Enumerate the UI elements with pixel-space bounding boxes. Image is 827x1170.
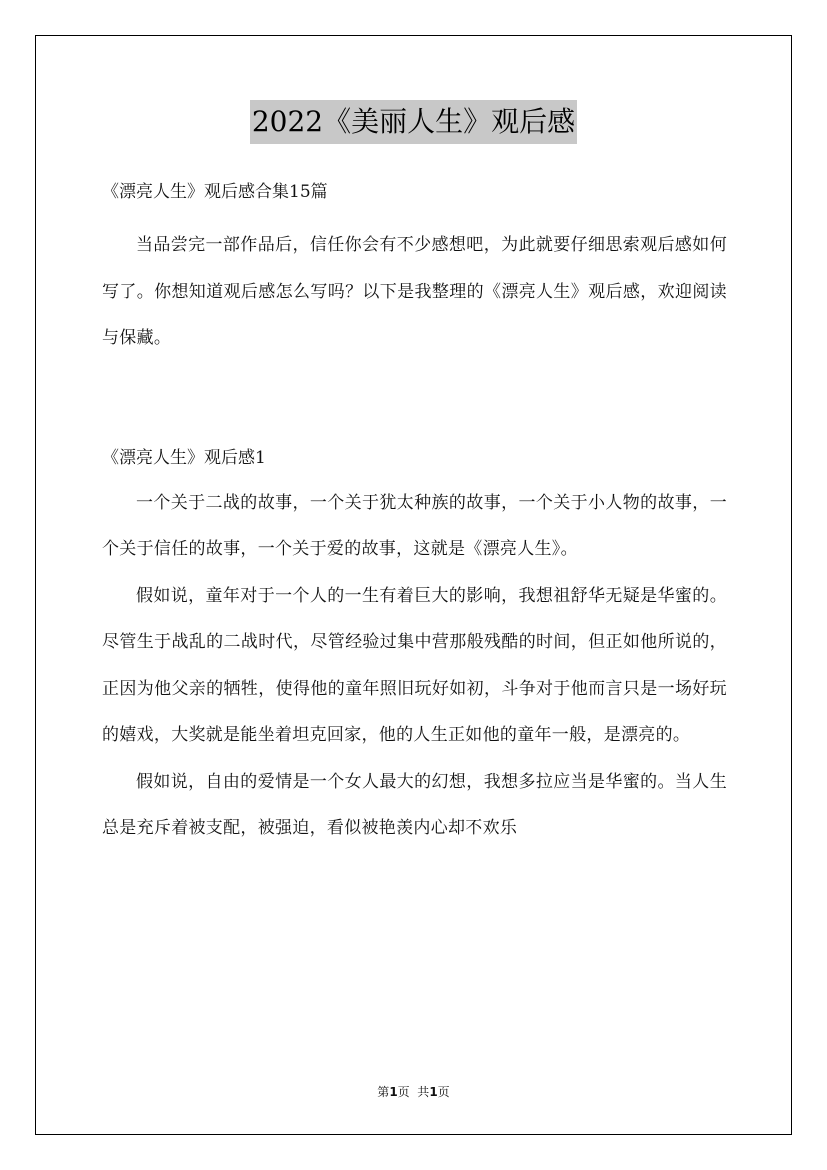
body-paragraph: 假如说，自由的爱情是一个女人最大的幻想，我想多拉应当是华蜜的。当人生总是充斥着被支配，被强迫，看似被艳羡内心却不欢乐	[102, 771, 727, 838]
intro-heading: 《漂亮人生》观后感合集15篇	[102, 182, 328, 202]
footer-current-page: 1	[389, 1085, 398, 1099]
document-title: 2022《美丽人生》观后感	[250, 100, 577, 144]
footer-total-pages: 1	[429, 1085, 438, 1099]
footer-prefix: 第	[377, 1085, 390, 1099]
body-paragraph: 一个关于二战的故事，一个关于犹太种族的故事，一个关于小人物的故事，一个关于信任的故事，一个关于爱的故事，这就是《漂亮人生》。	[102, 492, 727, 559]
footer-mid: 页 共	[397, 1085, 430, 1099]
page-footer	[0, 1083, 827, 1100]
body-paragraph: 假如说，童年对于一个人的一生有着巨大的影响，我想祖舒华无疑是华蜜的。尽管生于战乱的二战时代，尽管经验过集中营那般残酷的时间，但正如他所说的，正因为他父亲的牺牲，使得他的童年照旧玩好如初，斗争对于他而言只是一场好玩的嬉戏，大奖就是能坐着坦克回家，他的人生正如他的童年一般，是漂亮的。	[102, 585, 727, 745]
intro-paragraph: 当品尝完一部作品后，信任你会有不少感想吧，为此就要仔细思索观后感如何写了。你想知道观后感怎么写吗？以下是我整理的《漂亮人生》观后感，欢迎阅读与保藏。	[102, 235, 727, 348]
section-heading: 《漂亮人生》观后感1	[102, 447, 266, 468]
document-body	[102, 170, 727, 852]
footer-suffix: 页	[437, 1085, 450, 1099]
title-container	[0, 100, 827, 144]
